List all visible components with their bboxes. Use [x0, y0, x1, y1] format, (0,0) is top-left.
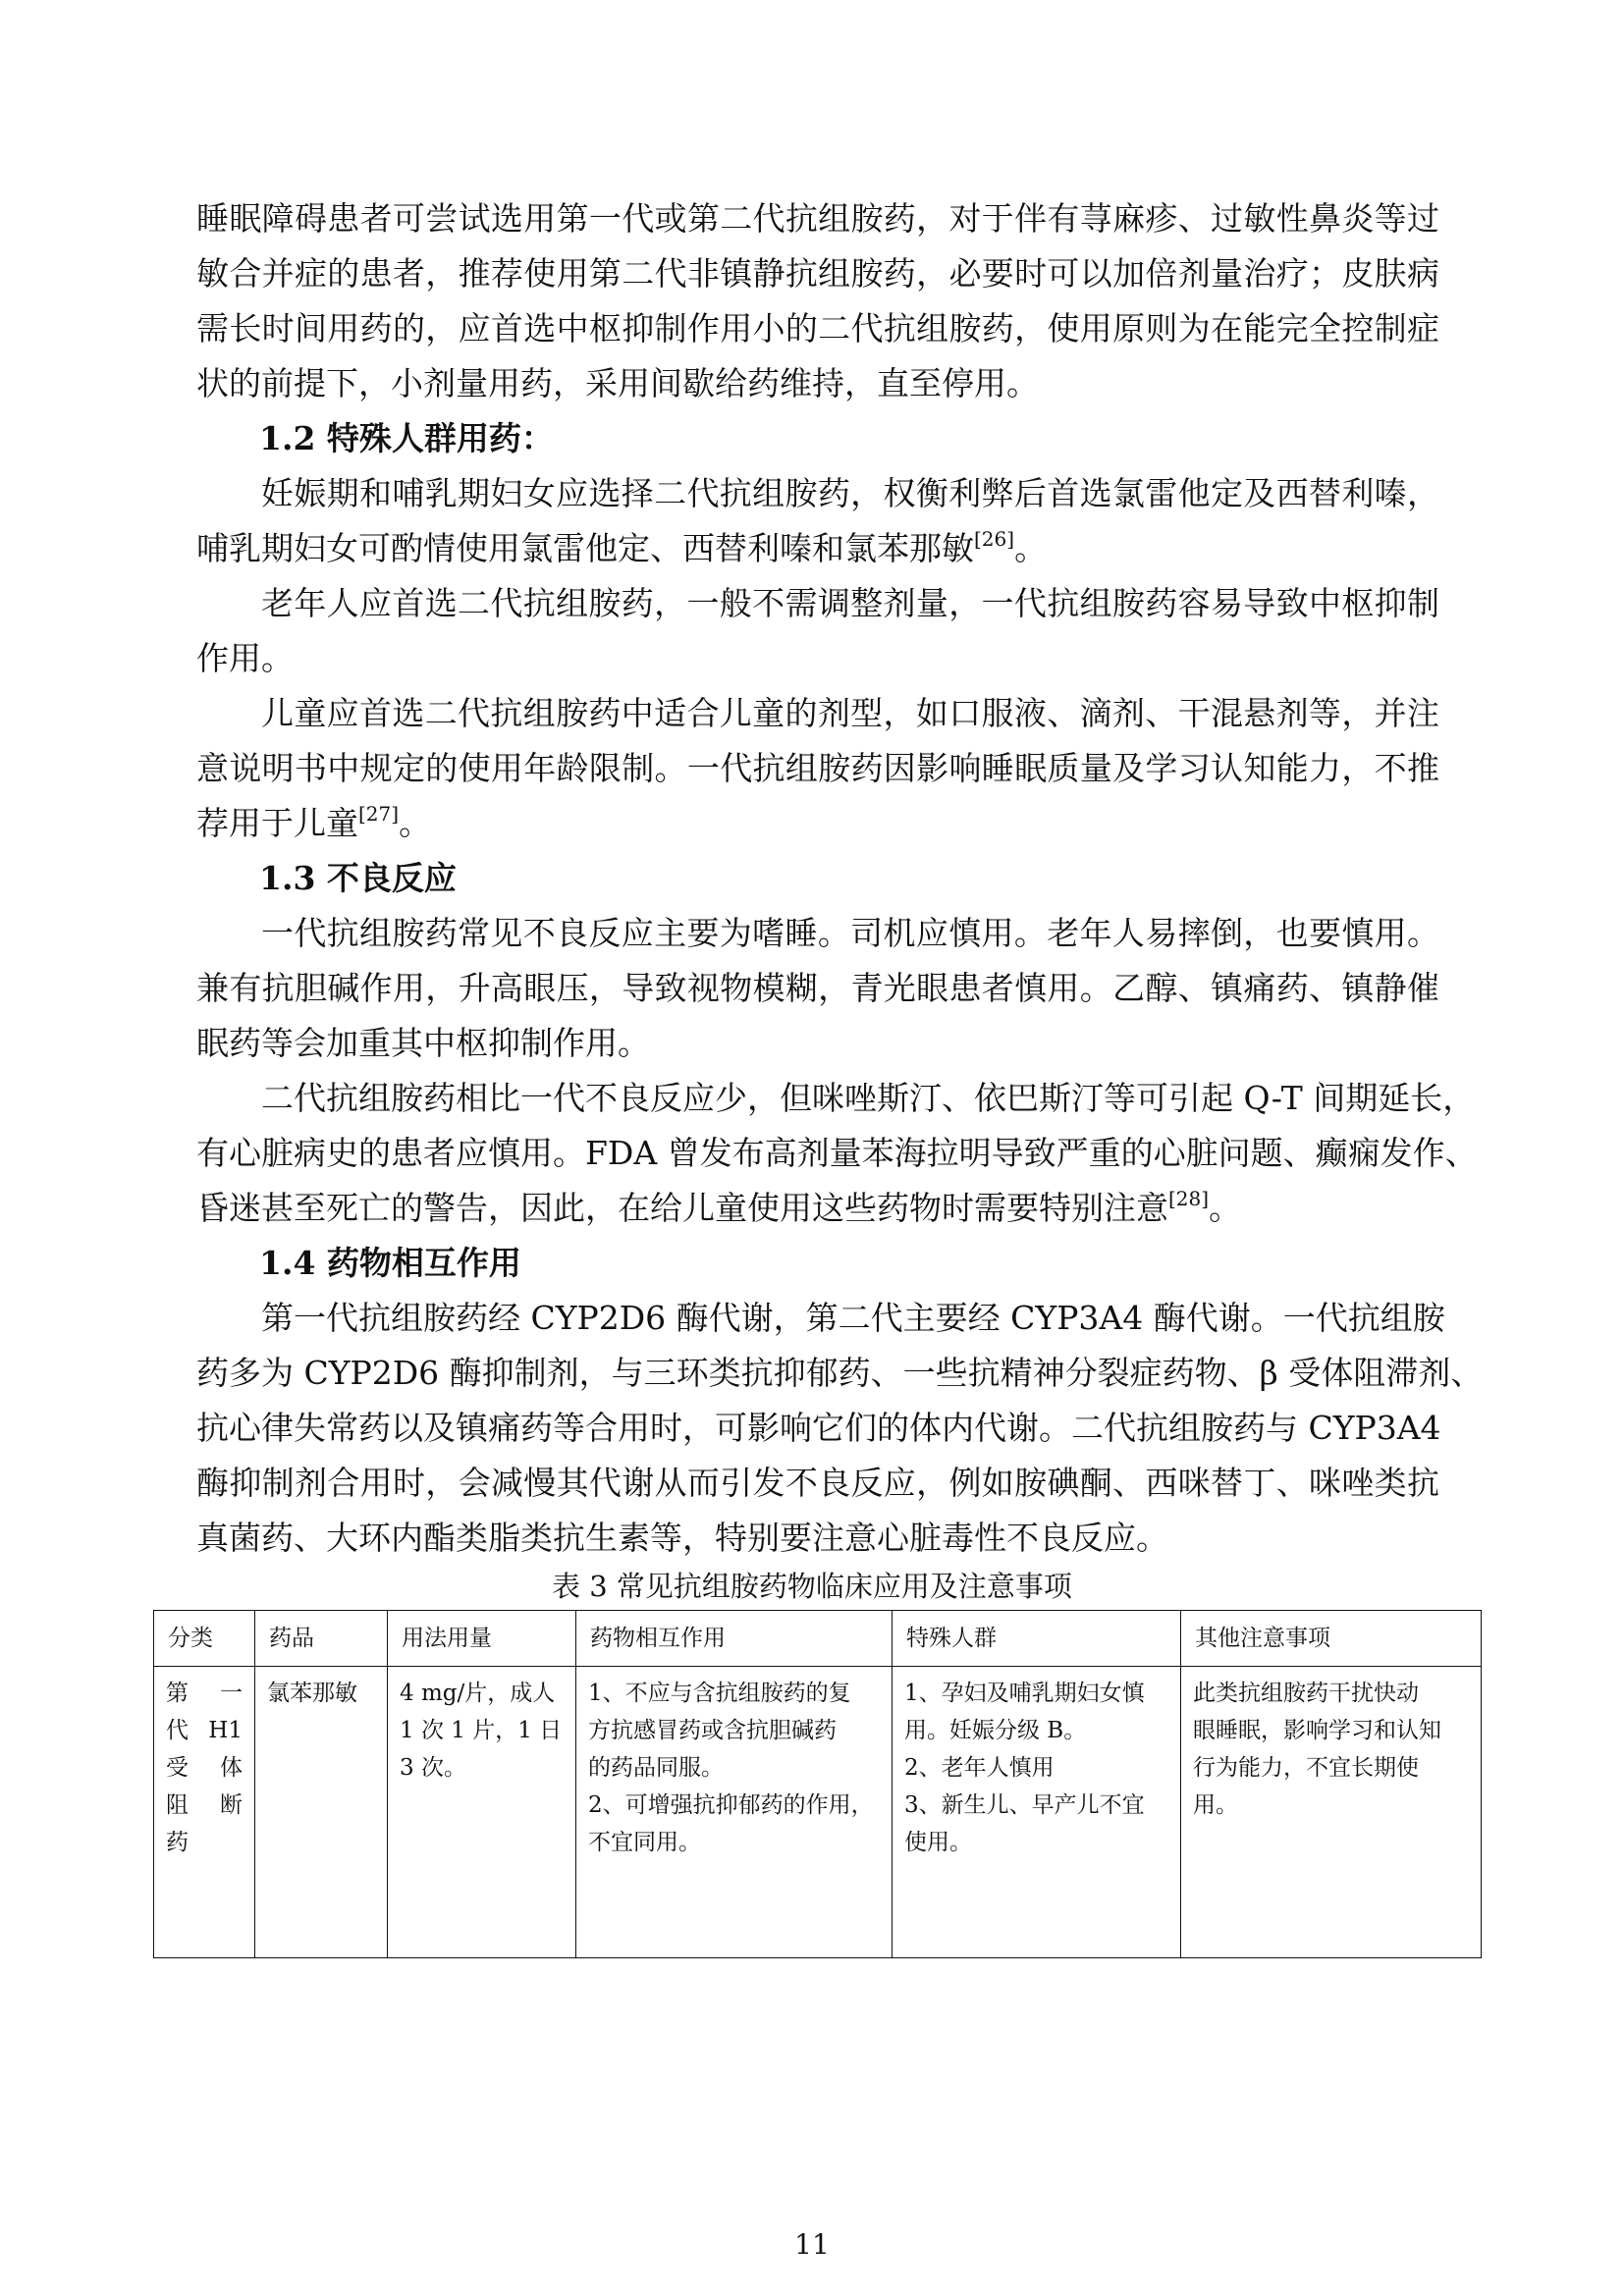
- header-drug: 药品: [255, 1611, 388, 1667]
- text-line: 作用。: [196, 639, 294, 677]
- text-span: 一: [220, 1681, 243, 1706]
- cell-line: 2、可增强抗抑郁药的作用，: [588, 1792, 874, 1818]
- citation-ref[interactable]: [27]: [358, 802, 400, 826]
- text-line: 意说明书中规定的使用年龄限制。一代抗组胺药因影响睡眠质量及学习认知能力，不推: [196, 749, 1439, 787]
- table-row: [154, 1667, 1482, 1958]
- cell-line: [166, 1675, 243, 1712]
- cell-dosage: [388, 1667, 576, 1958]
- header-dosage: 用法用量: [388, 1611, 576, 1667]
- cell-line: 用。: [1193, 1792, 1238, 1818]
- text-span: 药: [166, 1830, 189, 1855]
- cell-line: 3、新生儿、早产儿不宜: [904, 1792, 1145, 1818]
- text-line: 妊娠期和哺乳期妇女应选择二代抗组胺药，权衡利弊后首选氯雷他定及西替利嗪，: [261, 474, 1439, 512]
- intro-paragraph: [196, 191, 1439, 411]
- cell-interactions: [576, 1667, 893, 1958]
- cell-line: [166, 1787, 243, 1824]
- cell-line: 不宜同用。: [588, 1830, 701, 1855]
- citation-ref[interactable]: [28]: [1168, 1187, 1210, 1210]
- cell-line: 方抗感冒药或含抗胆碱药: [588, 1718, 837, 1743]
- text-span: 。: [1209, 1189, 1242, 1227]
- text-line: 兼有抗胆碱作用，升高眼压，导致视物模糊，青光眼患者慎用。乙醇、镇痛药、镇静催: [196, 969, 1439, 1007]
- text-span: 体: [220, 1755, 243, 1781]
- text-line: 有心脏病史的患者应慎用。FDA 曾发布高剂量苯海拉明导致严重的心脏问题、癫痫发作、: [196, 1134, 1478, 1172]
- section-heading: 1.4 药物相互作用: [259, 1244, 521, 1282]
- cell-line: 行为能力，不宜长期使: [1193, 1755, 1419, 1781]
- antihistamine-table: [153, 1610, 1482, 1958]
- cell-line: 氯苯那敏: [267, 1681, 357, 1706]
- citation-ref[interactable]: [26]: [974, 527, 1015, 551]
- cell-line: 眼睡眠，影响学习和认知: [1193, 1718, 1441, 1743]
- cell-line: 1、不应与含抗组胺药的复: [588, 1681, 851, 1706]
- text-span: 。: [399, 804, 432, 842]
- cell-line: 1 次 1 片，1 日: [400, 1718, 563, 1743]
- text-line: 一代抗组胺药常见不良反应主要为嗜睡。司机应慎用。老年人易摔倒，也要慎用。: [261, 914, 1439, 952]
- text-line: [196, 521, 1439, 576]
- section-heading: 1.2 特殊人群用药：: [259, 419, 554, 457]
- cell-line: 用。妊娠分级 B。: [904, 1718, 1087, 1743]
- cell-line: 3 次。: [400, 1755, 466, 1781]
- text-span: 哺乳期妇女可酌情使用氯雷他定、西替利嗪和氯苯那敏: [196, 529, 974, 567]
- cell-line: 此类抗组胺药干扰快动: [1193, 1681, 1419, 1706]
- header-category: 分类: [154, 1611, 255, 1667]
- text-line: [196, 796, 1439, 851]
- text-line: 状的前提下，小剂量用药，采用间歇给药维持，直至停用。: [196, 364, 1039, 402]
- text-span: 受: [166, 1755, 189, 1781]
- text-line: [196, 1181, 1439, 1236]
- cell-special-populations: [893, 1667, 1181, 1958]
- text-line: 眠药等会加重其中枢抑制作用。: [196, 1024, 650, 1062]
- text-line: 敏合并症的患者，推荐使用第二代非镇静抗组胺药，必要时可以加倍剂量治疗；皮肤病: [196, 254, 1439, 293]
- text-line: 睡眠障碍患者可尝试选用第一代或第二代抗组胺药，对于伴有荨麻疹、过敏性鼻炎等过: [196, 199, 1439, 238]
- cell-other-notes: [1181, 1667, 1482, 1958]
- cell-line: 4 mg/片，成人: [400, 1681, 556, 1706]
- text-line: 第一代抗组胺药经 CYP2D6 酶代谢，第二代主要经 CYP3A4 酶代谢。一代抗组胺: [261, 1299, 1445, 1337]
- text-span: 。: [1014, 529, 1048, 567]
- header-interactions: 药物相互作用: [576, 1611, 893, 1667]
- text-line: 抗心律失常药以及镇痛药等合用时，可影响它们的体内代谢。二代抗组胺药与 CYP3A4: [196, 1409, 1441, 1447]
- cell-line: 2、老年人慎用: [904, 1755, 1055, 1781]
- section-heading: 1.3 不良反应: [259, 859, 457, 897]
- header-other-notes: 其他注意事项: [1181, 1611, 1482, 1667]
- text-span: 荐用于儿童: [196, 804, 358, 842]
- text-line: 二代抗组胺药相比一代不良反应少，但咪唑斯汀、依巴斯汀等可引起 Q-T 间期延长，: [261, 1079, 1476, 1117]
- cell-drug: [255, 1667, 388, 1958]
- text-span: 昏迷甚至死亡的警告，因此，在给儿童使用这些药物时需要特别注意: [196, 1189, 1168, 1227]
- table-caption: 表 3 常见抗组胺药物临床应用及注意事项: [552, 1570, 1072, 1603]
- page-number: 11: [794, 2228, 830, 2261]
- text-line: 需长时间用药的，应首选中枢抑制作用小的二代抗组胺药，使用原则为在能完全控制症: [196, 309, 1439, 347]
- text-span: 第: [166, 1681, 189, 1706]
- text-line: 酶抑制剂合用时，会减慢其代谢从而引发不良反应，例如胺碘酮、西咪替丁、咪唑类抗: [196, 1464, 1439, 1502]
- text-line: 真菌药、大环内酯类脂类抗生素等，特别要注意心脏毒性不良反应。: [196, 1519, 1168, 1557]
- section-drug-interactions: [196, 1236, 1484, 1566]
- section-adverse-reactions: [196, 851, 1478, 1236]
- cell-line: [166, 1824, 243, 1861]
- text-span: 代: [166, 1718, 189, 1743]
- cell-category: [154, 1667, 255, 1958]
- text-line: 老年人应首选二代抗组胺药，一般不需调整剂量，一代抗组胺药容易导致中枢抑制: [261, 584, 1439, 622]
- text-span: 断: [220, 1792, 243, 1818]
- cell-line: [166, 1749, 243, 1787]
- text-line: 儿童应首选二代抗组胺药中适合儿童的剂型，如口服液、滴剂、干混悬剂等，并注: [261, 694, 1439, 732]
- section-special-populations: [196, 411, 1439, 851]
- cell-line: [166, 1712, 243, 1749]
- table-header-row: [154, 1611, 1482, 1667]
- header-special-populations: 特殊人群: [893, 1611, 1181, 1667]
- text-span: 阻: [166, 1792, 189, 1818]
- text-line: 药多为 CYP2D6 酶抑制剂，与三环类抗抑郁药、一些抗精神分裂症药物、β 受体阻滞剂、: [196, 1354, 1484, 1392]
- cell-line: 1、孕妇及哺乳期妇女慎: [904, 1681, 1145, 1706]
- cell-line: 使用。: [904, 1830, 972, 1855]
- text-span: H1: [208, 1718, 243, 1743]
- cell-line: 的药品同服。: [588, 1755, 724, 1781]
